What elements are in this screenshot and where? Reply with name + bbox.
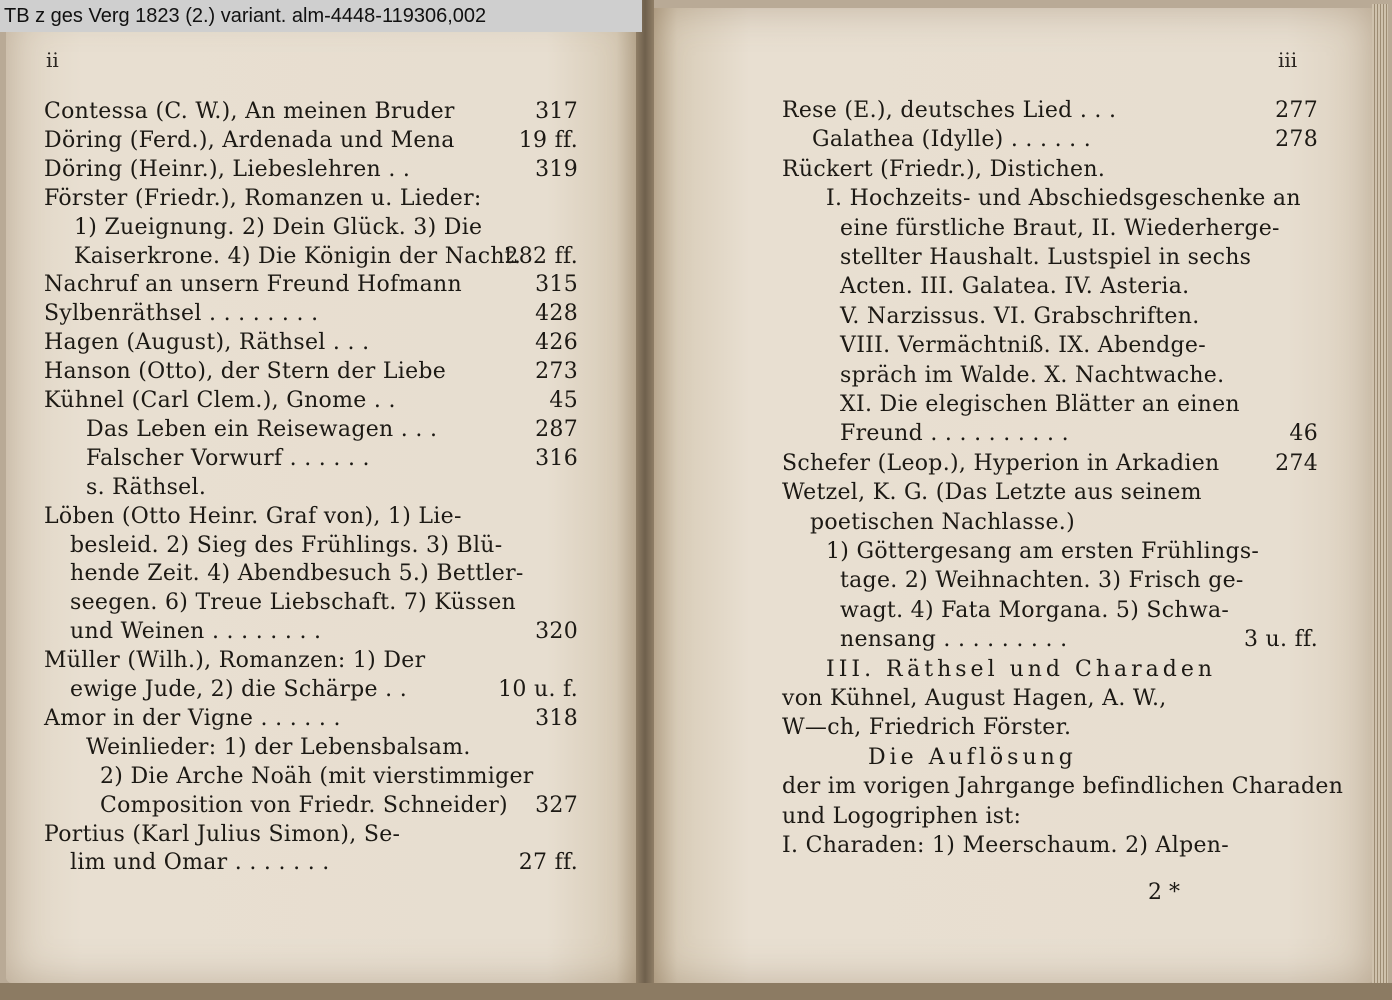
right-entry-line <box>840 626 1067 654</box>
right-entry-page-ref: 274 <box>1275 450 1318 476</box>
right-entry-text: stellter Haushalt. Lustspiel in sechs <box>840 245 1252 270</box>
left-entry-text: Hagen (August), Räthsel . . . <box>44 330 370 356</box>
right-entry-text: I. Charaden: 1) Meerschaum. 2) Alpen- <box>782 833 1229 858</box>
left-entry-page-ref: 428 <box>535 301 578 327</box>
right-entry-line <box>782 450 1220 478</box>
right-entry-line <box>840 303 1200 331</box>
left-entry-text: besleid. 2) Sieg des Frühlings. 3) Blü- <box>70 532 503 558</box>
left-entry-page-ref: 318 <box>535 705 578 731</box>
right-entry-line <box>826 656 1216 684</box>
left-entry-text: Kühnel (Carl Clem.), Gnome . . <box>44 388 396 413</box>
left-entry-text: Composition von Friedr. Schneider) <box>100 792 508 818</box>
right-entry-line <box>826 538 1259 566</box>
left-entry-page-ref: 317 <box>535 99 578 124</box>
left-entry-text: 2) Die Arche Noäh (mit vierstimmiger <box>100 763 534 789</box>
right-entry-text: V. Narzissus. VI. Grabschriften. <box>840 303 1200 329</box>
right-entry-line <box>840 597 1229 625</box>
left-entry-text: Kaiserkrone. 4) Die Königin der Nacht. <box>74 243 522 269</box>
catchword: 2 * <box>1148 880 1180 905</box>
right-entry-line <box>810 509 1075 537</box>
left-entry-text: Förster (Friedr.), Romanzen u. Lieder: <box>44 185 482 211</box>
left-page-number: ii <box>46 48 59 72</box>
left-entry-text: s. Räthsel. <box>86 474 207 500</box>
left-entry-text: seegen. 6) Treue Liebschaft. 7) Küssen <box>70 590 517 616</box>
left-entry-page-ref: 27 ff. <box>518 850 578 876</box>
right-entry-text: Acten. III. Galatea. IV. Asteria. <box>840 274 1190 300</box>
left-entry-text: Contessa (C. W.), An meinen Bruder <box>44 99 455 124</box>
right-entry-text: nensang . . . . . . . . . <box>840 627 1068 653</box>
right-entry-text: spräch im Walde. X. Nachtwache. <box>840 362 1225 388</box>
left-entry-text: Das Leben ein Reisewagen . . . <box>86 416 438 442</box>
left-entry-text: Löben (Otto Heinr. Graf von), 1) Lie- <box>44 503 462 529</box>
left-entry-text: und Weinen . . . . . . . . <box>70 619 322 645</box>
right-entry-line <box>840 273 1189 301</box>
left-entry-page-ref: 273 <box>535 359 578 385</box>
right-entry-text: wagt. 4) Fata Morgana. 5) Schwa- <box>840 597 1230 623</box>
right-entry-text: poetischen Nachlasse.) <box>810 509 1075 535</box>
right-entry-line <box>868 744 1077 772</box>
left-entry-text: Sylbenräthsel . . . . . . . . <box>44 301 319 327</box>
right-entry-line <box>840 391 1240 419</box>
left-entry-page-ref: 19 ff. <box>518 127 578 153</box>
right-entry-line <box>782 803 1021 831</box>
right-entry-line <box>782 773 1343 801</box>
left-entry-page-ref: 319 <box>535 156 578 182</box>
image-caption: TB z ges Verg 1823 (2.) variant. alm-4448-119306,002 <box>0 0 642 32</box>
right-entry-page-ref: 277 <box>1275 98 1318 123</box>
right-entry-text: 1) Göttergesang am ersten Frühlings- <box>826 539 1260 564</box>
right-entry-text: Rückert (Friedr.), Distichen. <box>782 156 1106 182</box>
right-entry-line <box>840 420 1069 448</box>
left-entry-text: 1) Zueignung. 2) Dein Glück. 3) Die <box>74 214 483 240</box>
right-entry-line <box>840 244 1251 272</box>
right-entry-line <box>840 215 1280 243</box>
right-entry-line <box>840 567 1244 595</box>
right-entry-text: Wetzel, K. G. (Das Letzte aus seinem <box>782 480 1202 506</box>
right-entry-text: Die Auflösung <box>868 744 1077 770</box>
right-entry-line <box>782 97 1116 125</box>
right-entry-line <box>840 332 1206 360</box>
right-entry-line <box>812 126 1091 154</box>
right-entry-text: III. Räthsel und Charaden <box>826 656 1217 682</box>
left-entry-page-ref: 315 <box>535 272 578 298</box>
left-entry-text: Falscher Vorwurf . . . . . . <box>86 445 370 471</box>
right-entry-line <box>782 479 1202 507</box>
right-entry-text: VIII. Vermächtniß. IX. Abendge- <box>840 333 1206 359</box>
right-entry-line <box>826 185 1301 213</box>
left-entry-text: lim und Omar . . . . . . . <box>70 850 330 876</box>
right-entry-page-ref: 3 u. ff. <box>1243 627 1318 653</box>
left-entry-text: Nachruf an unsern Freund Hofmann <box>44 272 462 298</box>
right-entry-text: und Logogriphen ist: <box>782 803 1022 829</box>
right-entry-text: der im vorigen Jahrgange befindlichen Charaden <box>782 774 1344 800</box>
left-entry-text: Amor in der Vigne . . . . . . <box>44 705 341 731</box>
right-entry-text: tage. 2) Weihnachten. 3) Frisch ge- <box>840 568 1244 594</box>
left-entry-page-ref: 10 u. f. <box>498 677 578 702</box>
left-entry-text: Döring (Heinr.), Liebeslehren . . <box>44 156 411 182</box>
right-entry-line <box>782 685 1167 713</box>
right-entry-line <box>782 714 1071 742</box>
left-entry-text: Döring (Ferd.), Ardenada und Mena <box>44 127 455 153</box>
right-entry-text: I. Hochzeits- und Abschiedsgeschenke an <box>826 186 1301 212</box>
left-entry-text: Portius (Karl Julius Simon), Se- <box>44 821 401 847</box>
right-entry-text: W—ch, Friedrich Förster. <box>782 715 1072 741</box>
left-entry-page-ref: 316 <box>535 445 578 471</box>
right-page-number: iii <box>1278 48 1298 72</box>
right-entry-line <box>782 832 1229 860</box>
left-entry-page-ref: 282 ff. <box>504 243 578 269</box>
right-entry-text: XI. Die elegischen Blätter an einen <box>840 392 1240 417</box>
left-entry-page-ref: 320 <box>535 619 578 645</box>
left-entry-text: Hanson (Otto), der Stern der Liebe <box>44 359 447 385</box>
left-entry-page-ref: 327 <box>535 792 578 818</box>
left-entry-page-ref: 45 <box>549 388 578 413</box>
right-entry-text: von Kühnel, August Hagen, A. W., <box>782 686 1167 711</box>
left-entry-page-ref: 287 <box>535 416 578 442</box>
right-entry-text: Freund . . . . . . . . . . <box>840 421 1069 447</box>
right-entry-text: Galathea (Idylle) . . . . . . <box>812 127 1092 153</box>
left-entry-text: ewige Jude, 2) die Schärpe . . <box>70 677 408 702</box>
right-entry-line <box>840 362 1224 390</box>
right-entry-text: Rese (E.), deutsches Lied . . . <box>782 98 1117 123</box>
left-entry-text: hende Zeit. 4) Abendbesuch 5.) Bettler- <box>70 561 524 587</box>
right-entry-page-ref: 278 <box>1275 127 1318 153</box>
left-entry-text: Weinlieder: 1) der Lebensbalsam. <box>86 734 471 760</box>
left-entry-text: Müller (Wilh.), Romanzen: 1) Der <box>44 648 426 674</box>
right-entry-line <box>782 156 1105 184</box>
right-entry-text: Schefer (Leop.), Hyperion in Arkadien <box>782 450 1220 476</box>
right-entry-page-ref: 46 <box>1289 421 1318 447</box>
right-entry-text: eine fürstliche Braut, II. Wiederherge- <box>840 215 1280 241</box>
left-entry-page-ref: 426 <box>535 330 578 356</box>
